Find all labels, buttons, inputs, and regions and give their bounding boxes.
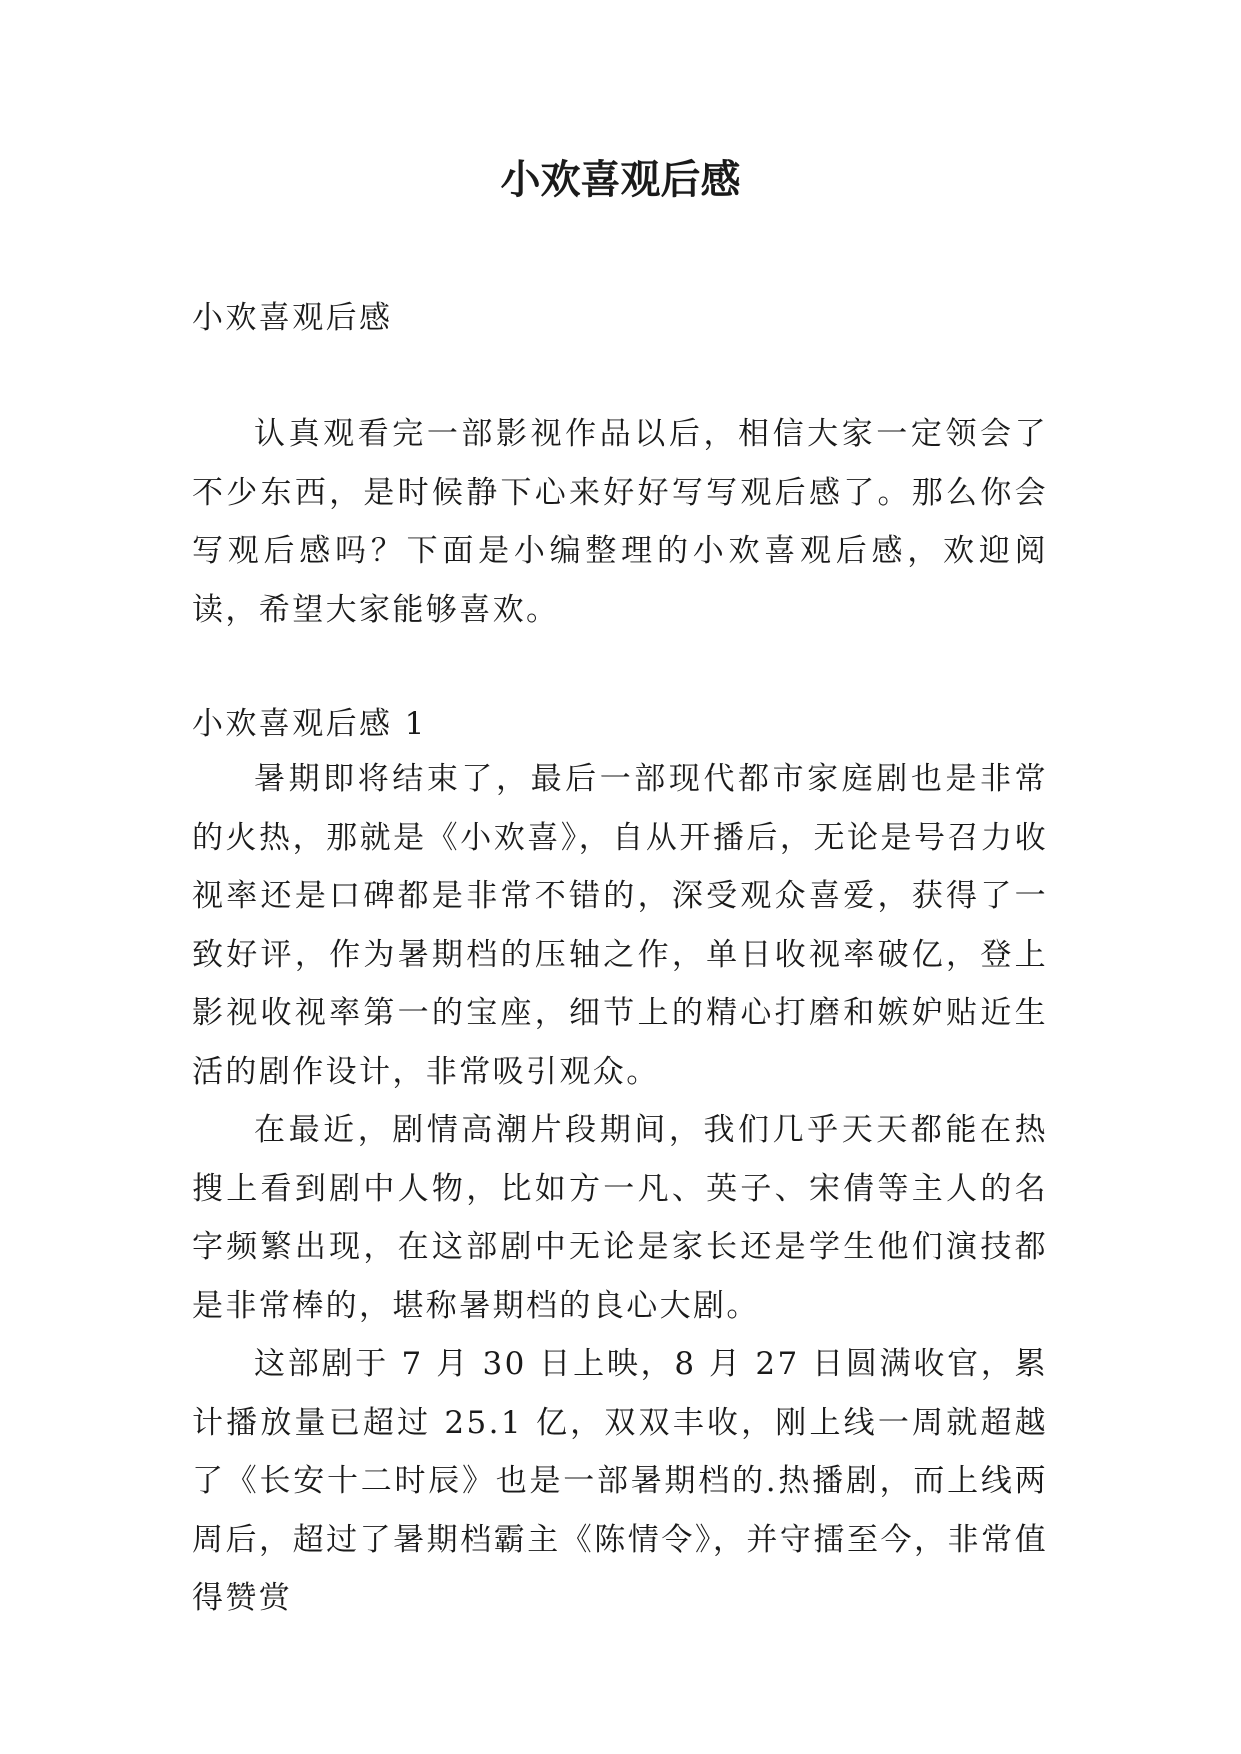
paragraph-2: 在最近，剧情高潮片段期间，我们几乎天天都能在热搜上看到剧中人物，比如方一凡、英子、宋倩等主人的名字频繁出现，在这部剧中无论是家长还是学生他们演技都是非常棒的，堪称暑期档的良心大剧。 [192, 1112, 1048, 1324]
paragraph-1: 暑期即将结束了，最后一部现代都市家庭剧也是非常的火热，那就是《小欢喜》，自从开播后，无论是号召力收视率还是口碑都是非常不错的，深受观众喜爱，获得了一致好评，作为暑期档的压轴之作，单日收视率破亿，登上影视收视率第一的宝座，细节上的精心打磨和嫉妒贴近生活的剧作设计，非常吸引观众。 [192, 761, 1048, 1090]
paragraph-3: 这部剧于 7 月 30 日上映，8 月 27 日圆满收官，累计播放量已超过 25.1 亿，双双丰收，刚上线一周就超越了《长安十二时辰》也是一部暑期档的.热播剧，而上线两周后，超过了暑期档霸主《陈情令》，并守擂至今，非常值得赞赏 [192, 1346, 1048, 1616]
section-body [192, 750, 1048, 1628]
section-heading: 小欢喜观后感 1 [192, 706, 427, 742]
intro-text: 认真观看完一部影视作品以后，相信大家一定领会了不少东西，是时候静下心来好好写写观后感了。那么你会写观后感吗？下面是小编整理的小欢喜观后感，欢迎阅读，希望大家能够喜欢。 [192, 416, 1048, 628]
document-title: 小欢喜观后感 [500, 156, 741, 203]
document-subtitle: 小欢喜观后感 [192, 300, 393, 336]
intro-paragraph [192, 405, 1048, 639]
